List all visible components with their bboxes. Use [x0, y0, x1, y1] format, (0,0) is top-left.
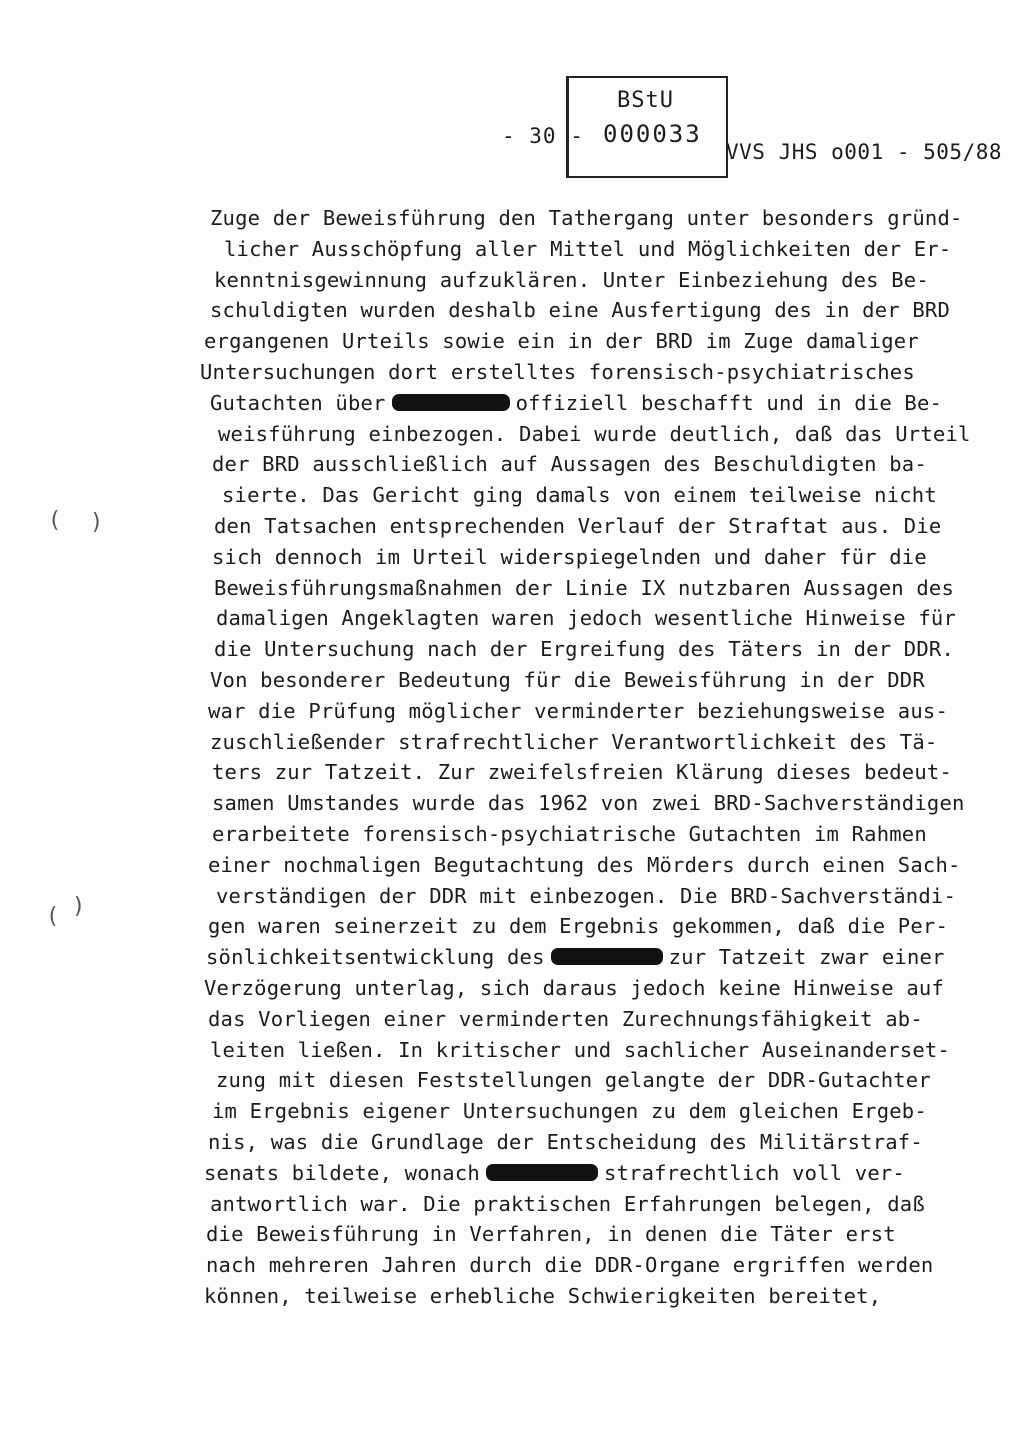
body-line	[212, 791, 965, 815]
punch-mark-left: (	[48, 508, 62, 533]
body-line-text: zung mit diesen Feststellungen gelangte der DDR-Gutachter	[216, 1068, 931, 1093]
document-reference: VVS JHS o001 - 505/88	[726, 140, 1003, 164]
punch-mark-right-lower: )	[72, 894, 86, 919]
body-line-text: Beweisführungsmaßnahmen der Linie IX nutzbaren Aussagen des	[214, 575, 954, 600]
body-line	[214, 514, 941, 538]
body-line	[210, 391, 942, 415]
body-line-text: nach mehreren Jahren durch die DDR-Organe ergriffen werden	[206, 1253, 934, 1278]
body-line	[218, 422, 971, 446]
body-line-text: ters zur Tatzeit. Zur zweifelsfreien Klärung dieses bedeut-	[212, 760, 952, 785]
body-line-text: nis, was die Grundlage der Entscheidung des Militärstraf-	[208, 1130, 923, 1154]
body-line-text: den Tatsachen entsprechenden Verlauf der Straftat aus. Die	[214, 514, 942, 538]
body-line	[200, 360, 915, 384]
body-line-text: einer nochmaligen Begutachtung des Mörders durch einen Sach-	[208, 852, 961, 877]
body-line	[208, 914, 948, 938]
body-line-text: Von besonderer Bedeutung für die Beweisführung in der DDR	[210, 668, 925, 692]
body-line-text: verständigen der DDR mit einbezogen. Die BRD-Sachverständi-	[216, 883, 956, 908]
redaction-bar	[392, 394, 510, 411]
body-line	[204, 329, 919, 353]
body-line	[216, 606, 956, 630]
punch-mark-right: )	[90, 510, 104, 535]
body-line-text: sierte. Das Gericht ging damals von einem teilweise nicht	[222, 483, 937, 508]
body-line-text-after: zur Tatzeit zwar einer	[668, 945, 945, 970]
body-line-text: samen Umstandes wurde das 1962 von zwei BRD-Sachverständigen	[212, 791, 965, 816]
body-line	[212, 1099, 927, 1123]
body-line-text-before: sönlichkeitsentwicklung des	[206, 945, 545, 970]
body-line	[210, 1192, 925, 1216]
body-line	[214, 637, 954, 661]
body-line	[224, 237, 951, 261]
body-line	[212, 545, 927, 569]
body-line	[212, 760, 952, 784]
body-line-text: gen waren seinerzeit zu dem Ergebnis gekommen, daß die Per-	[208, 914, 948, 939]
redaction-bar	[551, 948, 663, 965]
body-line-text: können, teilweise erhebliche Schwierigkeiten bereitet,	[204, 1284, 882, 1308]
body-line	[214, 268, 929, 292]
redaction-bar	[486, 1164, 598, 1181]
body-line-text: sich dennoch im Urteil widerspiegelnden und daher für die	[212, 544, 927, 569]
body-line-text-before: Gutachten über	[210, 390, 386, 415]
body-line-text-before: senats bildete, wonach	[204, 1160, 480, 1185]
body-line	[206, 1222, 896, 1246]
body-line	[208, 853, 961, 877]
body-line	[208, 699, 948, 723]
body-line-text: erarbeitete forensisch-psychiatrische Gutachten im Rahmen	[212, 822, 927, 846]
body-line	[210, 298, 950, 322]
stamp-label: BStU	[617, 88, 674, 113]
body-line-text: das Vorliegen einer verminderten Zurechnungsfähigkeit ab-	[208, 1006, 923, 1031]
body-line-text: leiten ließen. In kritischer und sachlicher Auseinanderset-	[210, 1037, 950, 1062]
body-line	[206, 1253, 933, 1277]
body-line-text-after: offiziell beschafft und in die Be-	[515, 390, 943, 415]
body-line	[212, 822, 927, 846]
body-line	[208, 1130, 923, 1154]
body-line-text: der BRD ausschließlich auf Aussagen des Beschuldigten ba-	[212, 452, 927, 477]
body-line	[204, 1161, 905, 1185]
body-line	[206, 945, 945, 969]
body-line	[204, 1284, 881, 1308]
body-line-text: die Untersuchung nach der Ergreifung des Täters in der DDR.	[214, 637, 954, 662]
body-line-text: die Beweisführung in Verfahren, in denen die Täter erst	[206, 1222, 896, 1247]
body-line-text: Zuge der Beweisführung den Tathergang unter besonders gründ-	[210, 206, 963, 230]
body-line-text: ergangenen Urteils sowie ein in der BRD im Zuge damaliger	[204, 329, 919, 354]
body-line	[216, 1068, 931, 1092]
body-line-text: antwortlich war. Die praktischen Erfahrungen belegen, daß	[210, 1191, 925, 1216]
body-line-text: im Ergebnis eigener Untersuchungen zu dem gleichen Ergeb-	[212, 1099, 927, 1124]
body-line	[216, 884, 956, 908]
body-line-text: schuldigten wurden deshalb eine Ausfertigung des in der BRD	[210, 298, 950, 323]
body-line	[208, 1007, 923, 1031]
page-number: - 30 -	[502, 124, 584, 148]
body-line-text: kenntnisgewinnung aufzuklären. Unter Einbeziehung des Be-	[214, 267, 929, 292]
body-line-text-after: strafrechtlich voll ver-	[603, 1160, 905, 1185]
body-line-text: licher Ausschöpfung aller Mittel und Möglichkeiten der Er-	[224, 236, 952, 261]
body-line-text: damaligen Angeklagten waren jedoch wesentliche Hinweise für	[216, 606, 956, 631]
body-line	[210, 206, 963, 230]
archive-stamp	[566, 76, 728, 178]
punch-mark-left-lower: (	[46, 904, 60, 929]
body-line-text: zuschließender strafrechtlicher Verantwortlichkeit des Tä-	[210, 729, 938, 754]
stamp-number: 000033	[603, 120, 702, 148]
body-line	[214, 576, 954, 600]
body-line	[212, 452, 927, 476]
body-line	[204, 976, 944, 1000]
body-line	[210, 730, 937, 754]
body-line	[210, 668, 925, 692]
body-line-text: Verzögerung unterlag, sich daraus jedoch keine Hinweise auf	[204, 976, 944, 1000]
body-line-text: Untersuchungen dort erstelltes forensisch-psychiatrisches	[200, 360, 915, 384]
body-line-text: weisführung einbezogen. Dabei wurde deutlich, daß das Urteil	[218, 421, 971, 446]
body-line	[210, 1038, 950, 1062]
body-line	[222, 483, 937, 507]
body-line-text: war die Prüfung möglicher verminderter beziehungsweise aus-	[208, 698, 948, 723]
